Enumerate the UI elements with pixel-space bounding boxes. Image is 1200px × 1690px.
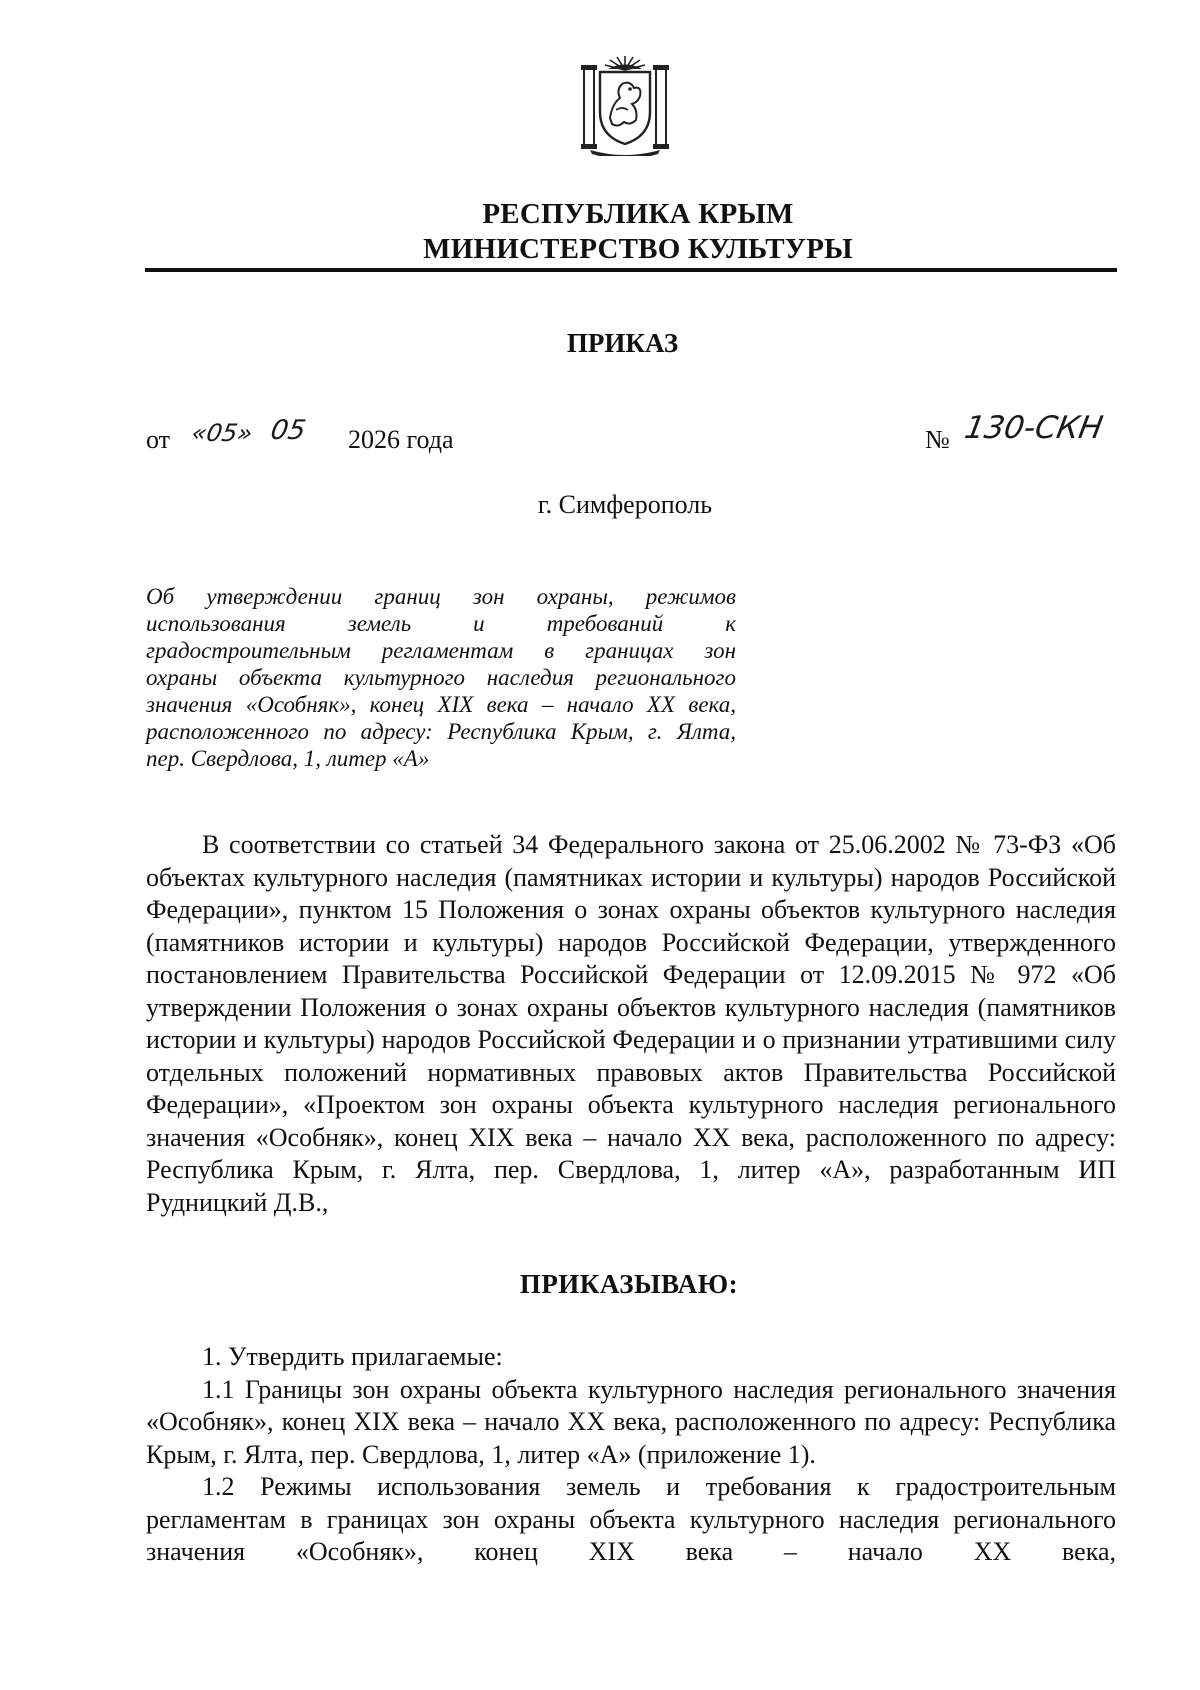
ministry-heading: МИНИСТЕРСТВО КУЛЬТУРЫ bbox=[423, 233, 853, 265]
item-1-2: 1.2 Режимы использования земель и требования к градостроительным регламентам в границах зон охраны объекта культурного наследия регионального значения «Особняк», конец XIX века – начало XX века, bbox=[146, 1472, 1116, 1566]
subject-line: охраны объекта культурного наследия регионального bbox=[146, 665, 736, 690]
document-type-title: ПРИКАЗ bbox=[566, 328, 679, 358]
date-prefix: от bbox=[146, 425, 171, 454]
date-day-handwritten: «05» bbox=[189, 419, 255, 447]
header-divider bbox=[145, 268, 1117, 272]
subject-line: пер. Свердлова, 1, литер «А» bbox=[146, 746, 430, 771]
item-1: 1. Утвердить прилагаемые: bbox=[202, 1342, 503, 1371]
preamble-block bbox=[146, 829, 1116, 1219]
subject-line: значения «Особняк», конец XIX века – начало XX века, bbox=[146, 692, 736, 717]
date-month-handwritten: 05 bbox=[268, 415, 309, 446]
preamble-paragraph: В соответствии со статьей 34 Федерального закона от 25.06.2002 № 73-ФЗ «Об объектах культурного наследия (памятниках истории и культуры) народов Российской Федерации», пунктом 15 Положения о зонах охраны объектов культурного наследия (памятников истории и культуры) народов Российской Федерации, утвержденного постановлением Правительства Российской Федерации от 12.09.2015 № 972 «Об утверждении Положения о зонах охраны объектов культурного наследия (памятников истории и культуры) народов Российской Федерации и о признании утратившими силу отдельных положений нормативных правовых актов Правительства Российской Федерации», «Проектом зон охраны объекта культурного наследия регионального значения «Особняк», конец XIX века – начало XX века, расположенного по адресу: Республика Крым, г. Ялта, пер. Свердлова, 1, литер «А», разработанным ИП Рудницкий Д.В., bbox=[146, 830, 1116, 1217]
order-subject bbox=[146, 583, 736, 772]
order-items bbox=[146, 1341, 1116, 1569]
item-1-1: 1.1 Границы зон охраны объекта культурного наследия регионального значения «Особняк», конец XIX века – начало XX века, расположенного по адресу: Республика Крым, г. Ялта, пер. Свердлова, 1, литер «А» (приложение 1). bbox=[146, 1374, 1116, 1469]
number-sign: № bbox=[925, 425, 950, 454]
republic-heading: РЕСПУБЛИКА КРЫМ bbox=[482, 198, 794, 230]
order-directive: ПРИКАЗЫВАЮ: bbox=[519, 1269, 739, 1299]
order-number-handwritten: 130-СКН bbox=[961, 410, 1106, 446]
subject-line: расположенного по адресу: Республика Крым, г. Ялта, bbox=[146, 719, 736, 744]
subject-line: Об утверждении границ зон охраны, режимов bbox=[146, 584, 736, 609]
city-line: г. Симферополь bbox=[537, 490, 713, 519]
coat-of-arms-emblem bbox=[572, 52, 678, 156]
date-year: 2026 года bbox=[348, 425, 454, 454]
subject-line: градостроительным регламентам в границах зон bbox=[146, 638, 736, 663]
subject-line: использования земель и требований к bbox=[146, 611, 736, 636]
